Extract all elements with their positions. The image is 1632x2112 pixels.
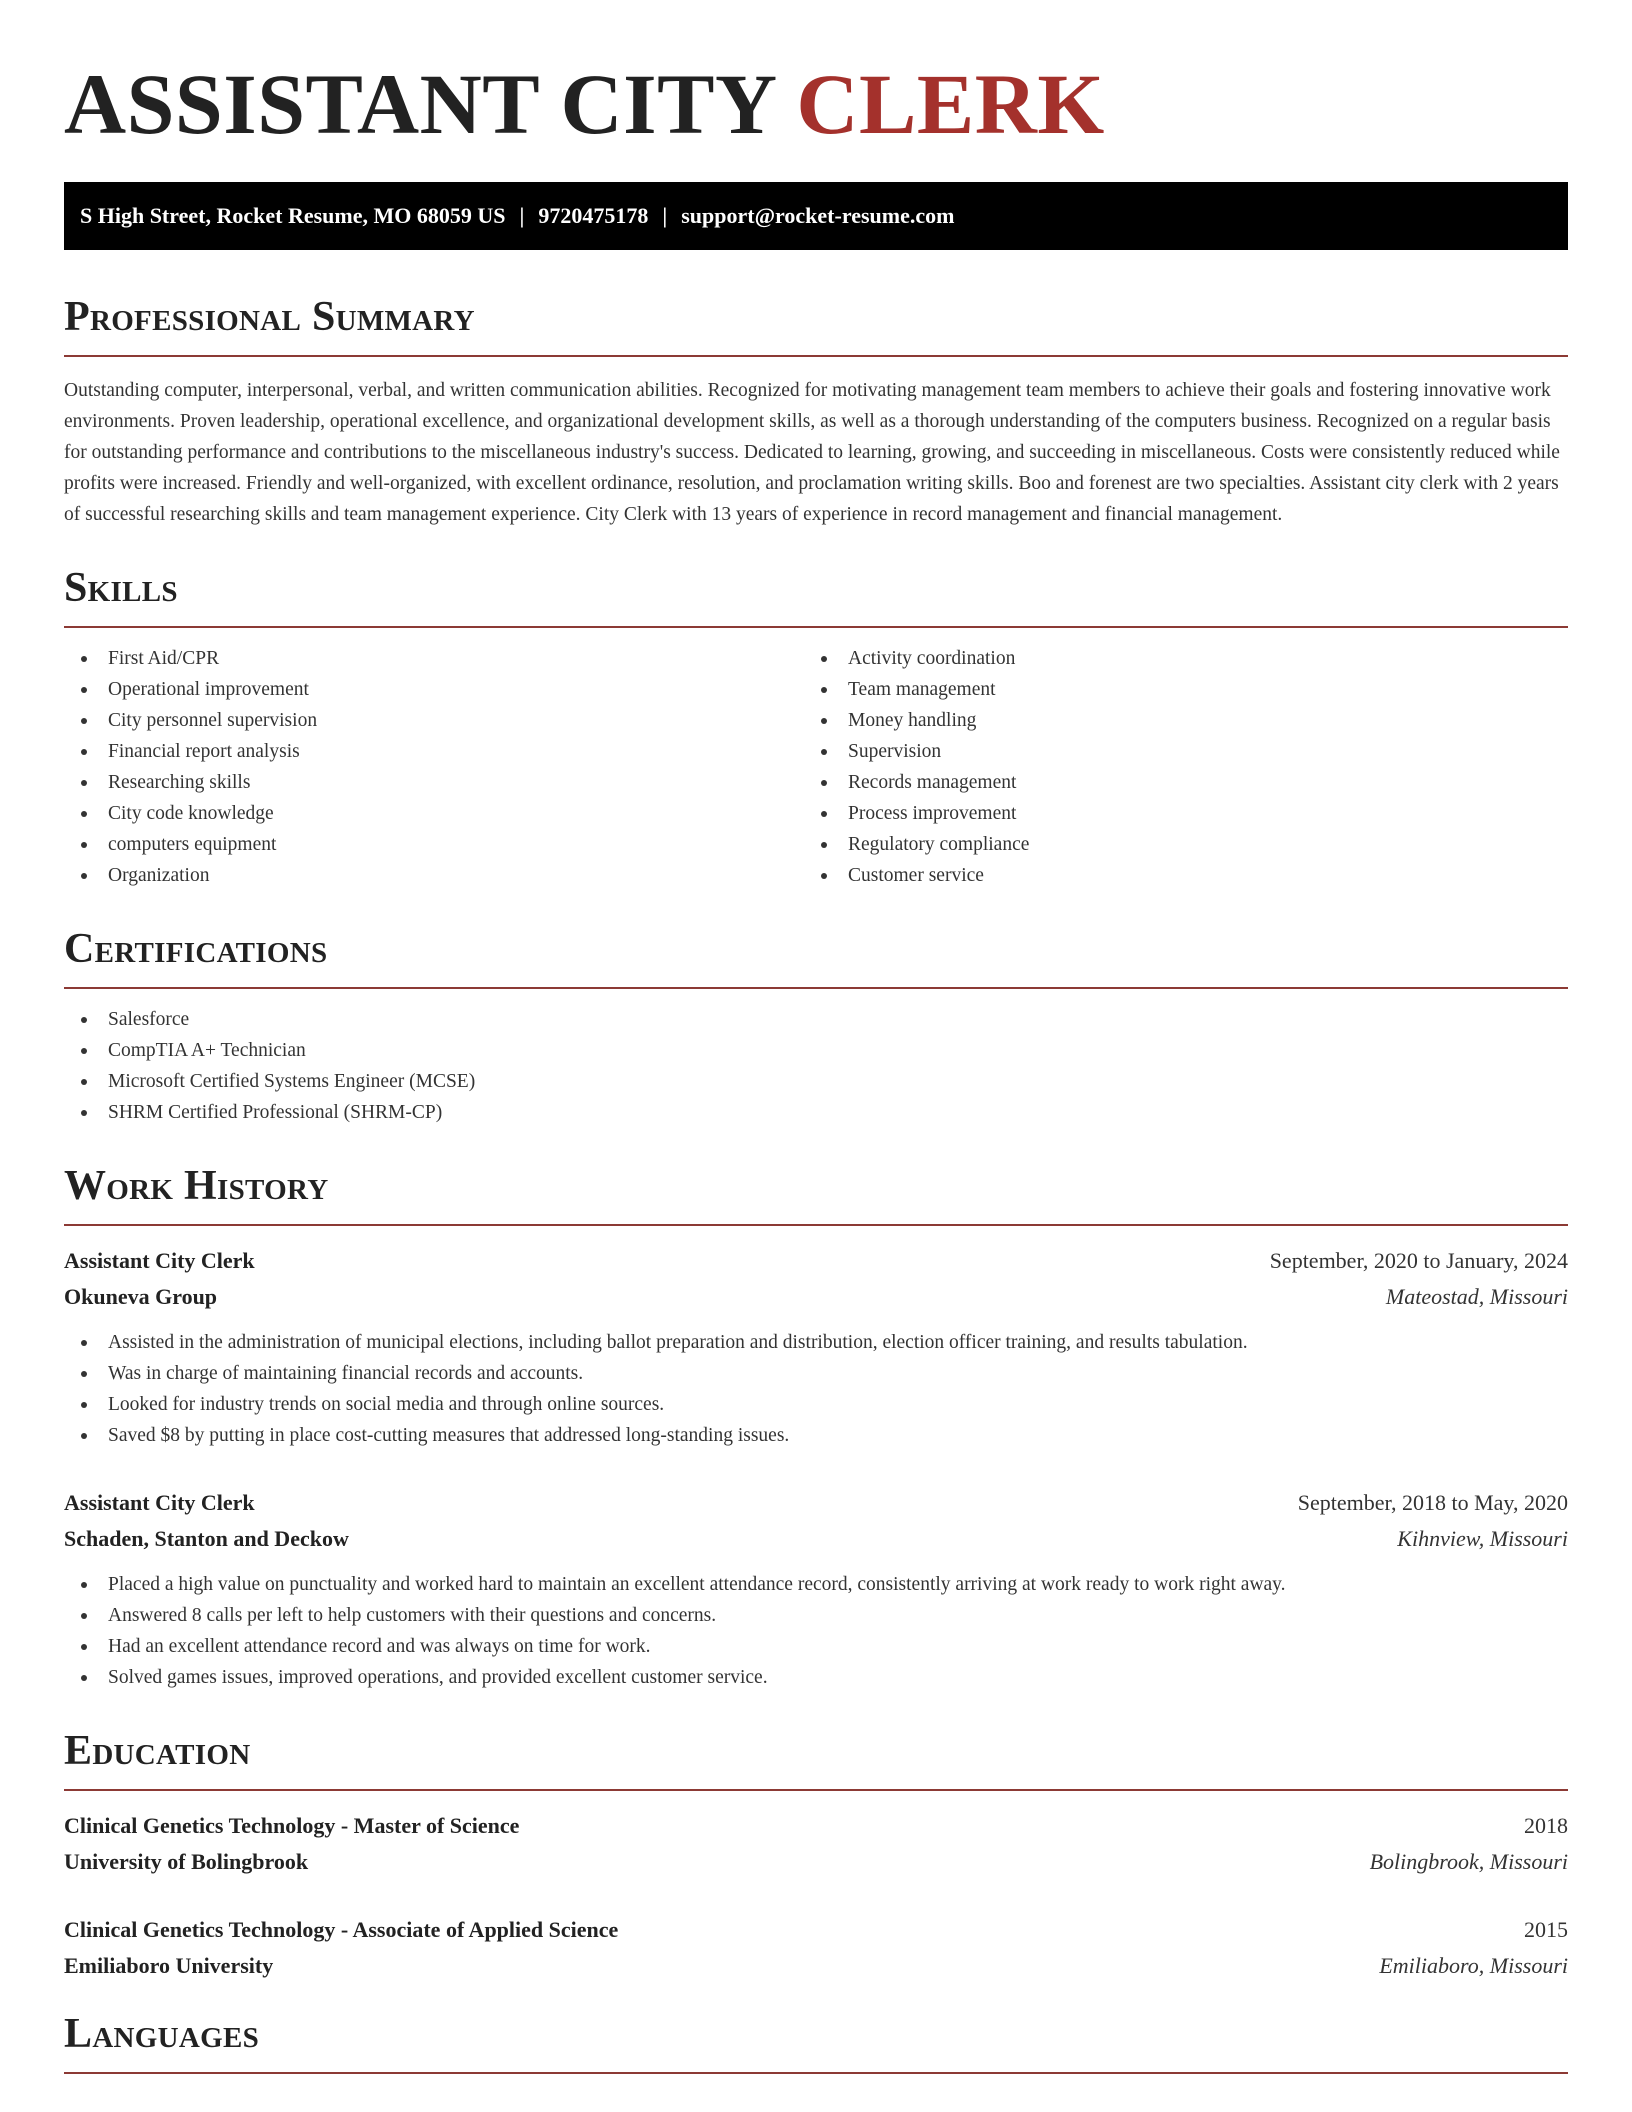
- section-divider: [64, 987, 1568, 989]
- certification-item: Salesforce: [64, 1004, 1568, 1035]
- education-degree: Clinical Genetics Technology - Master of Science: [64, 1813, 520, 1838]
- name-part-2: CLERK: [796, 56, 1105, 152]
- certifications-section: [64, 925, 1568, 1128]
- job-header-row: [64, 1243, 1568, 1279]
- education-school: University of Bolingbrook: [64, 1849, 309, 1874]
- skill-item: Money handling: [804, 705, 1544, 736]
- skills-title: Skills: [64, 565, 178, 611]
- job-dates: September, 2020 to January, 2024: [1269, 1248, 1568, 1273]
- contact-phone: 9720475178: [538, 203, 649, 228]
- education-school: Emiliaboro University: [64, 1953, 274, 1978]
- skill-item: computers equipment: [64, 829, 804, 860]
- skills-list-right: [804, 643, 1544, 891]
- education-degree-row: [64, 1808, 1568, 1844]
- job-location: Mateostad, Missouri: [1385, 1284, 1568, 1309]
- job-location: Kihnview, Missouri: [1397, 1526, 1568, 1551]
- skill-item: First Aid/CPR: [64, 643, 804, 674]
- summary-title: Professional Summary: [64, 294, 475, 340]
- job-header-row: [64, 1485, 1568, 1521]
- skill-item: Supervision: [804, 736, 1544, 767]
- job-bullet: Looked for industry trends on social media and through online sources.: [64, 1389, 1568, 1420]
- section-divider: [64, 1224, 1568, 1226]
- work-history-section: [64, 1162, 1568, 1693]
- section-divider: [64, 355, 1568, 357]
- job-entry: [64, 1243, 1568, 1451]
- summary-text: Outstanding computer, interpersonal, verbal, and written communication abilities. Recognized for motivating management team members to achieve their goals and fostering innovative work environments. Proven leadership, operational excellence, and organizational development skills, as well as a thorough understanding of the computers business. Recognized on a regular basis for outstanding performance and contributions to the miscellaneous industry's success. Dedicated to learning, growing, and succeeding in miscellaneous. Costs were consistently reduced while profits were increased. Friendly and well-organized, with excellent ordinance, resolution, and proclamation writing skills. Boo and forenest are two specialties. Assistant city clerk with 2 years of successful researching skills and team management experience. City Clerk with 13 years of experience in record management and financial management.: [64, 380, 1560, 525]
- resume-name-heading: [64, 58, 1568, 150]
- contact-bar: [64, 182, 1568, 250]
- job-bullet: Had an excellent attendance record and was always on time for work.: [64, 1631, 1568, 1662]
- contact-address: S High Street, Rocket Resume, MO 68059 US: [80, 203, 506, 228]
- skill-item: Team management: [804, 674, 1544, 705]
- certification-item: Microsoft Certified Systems Engineer (MCSE): [64, 1066, 1568, 1097]
- job-bullets: [64, 1327, 1568, 1451]
- education-year: 2018: [1524, 1813, 1568, 1838]
- education-title: Education: [64, 1728, 251, 1774]
- certification-item: CompTIA A+ Technician: [64, 1035, 1568, 1066]
- education-entry: [64, 1912, 1568, 1984]
- skill-item: City code knowledge: [64, 798, 804, 829]
- certification-item: SHRM Certified Professional (SHRM-CP): [64, 1097, 1568, 1128]
- education-school-row: [64, 1948, 1568, 1984]
- skill-item: Records management: [804, 767, 1544, 798]
- skills-section: [64, 564, 1568, 891]
- job-entry: [64, 1485, 1568, 1693]
- education-degree-row: [64, 1912, 1568, 1948]
- section-divider: [64, 1789, 1568, 1791]
- job-role: Assistant City Clerk: [64, 1490, 255, 1515]
- job-bullet: Placed a high value on punctuality and worked hard to maintain an excellent attendance record, consistently arriving at work ready to work right away.: [64, 1569, 1568, 1600]
- contact-separator: |: [662, 203, 668, 228]
- skill-item: Researching skills: [64, 767, 804, 798]
- education-section: [64, 1727, 1568, 1984]
- skill-item: City personnel supervision: [64, 705, 804, 736]
- contact-email: support@rocket-resume.com: [681, 203, 955, 228]
- job-company: Okuneva Group: [64, 1284, 218, 1309]
- languages-section: [64, 2010, 1568, 2074]
- certifications-list: [64, 1004, 1568, 1128]
- summary-section: [64, 293, 1568, 530]
- job-company-row: [64, 1521, 1568, 1557]
- education-entry: [64, 1808, 1568, 1880]
- certifications-title: Certifications: [64, 926, 328, 972]
- job-role: Assistant City Clerk: [64, 1248, 255, 1273]
- job-dates: September, 2018 to May, 2020: [1297, 1490, 1568, 1515]
- section-divider: [64, 2072, 1568, 2074]
- skill-item: Regulatory compliance: [804, 829, 1544, 860]
- education-school-row: [64, 1844, 1568, 1880]
- skill-item: Activity coordination: [804, 643, 1544, 674]
- skill-item: Operational improvement: [64, 674, 804, 705]
- job-bullets: [64, 1569, 1568, 1693]
- skill-item: Organization: [64, 860, 804, 891]
- education-year: 2015: [1524, 1917, 1568, 1942]
- contact-separator: |: [519, 203, 525, 228]
- job-bullet: Solved games issues, improved operations, and provided excellent customer service.: [64, 1662, 1568, 1693]
- job-bullet: Was in charge of maintaining financial records and accounts.: [64, 1358, 1568, 1389]
- education-location: Bolingbrook, Missouri: [1369, 1849, 1568, 1874]
- job-bullet: Answered 8 calls per left to help customers with their questions and concerns.: [64, 1600, 1568, 1631]
- job-company: Schaden, Stanton and Deckow: [64, 1526, 349, 1551]
- job-company-row: [64, 1279, 1568, 1315]
- skill-item: Process improvement: [804, 798, 1544, 829]
- languages-title: Languages: [64, 2011, 260, 2057]
- name-part-1: ASSISTANT CITY: [64, 56, 775, 152]
- job-bullet: Saved $8 by putting in place cost-cutting measures that addressed long-standing issues.: [64, 1420, 1568, 1451]
- education-location: Emiliaboro, Missouri: [1379, 1953, 1568, 1978]
- section-divider: [64, 626, 1568, 628]
- job-bullet: Assisted in the administration of municipal elections, including ballot preparation and distribution, election officer training, and results tabulation.: [64, 1327, 1568, 1358]
- skills-grid: [64, 643, 1568, 891]
- education-degree: Clinical Genetics Technology - Associate of Applied Science: [64, 1917, 619, 1942]
- skills-list-left: [64, 643, 804, 891]
- skill-item: Financial report analysis: [64, 736, 804, 767]
- work-history-title: Work History: [64, 1163, 329, 1209]
- skill-item: Customer service: [804, 860, 1544, 891]
